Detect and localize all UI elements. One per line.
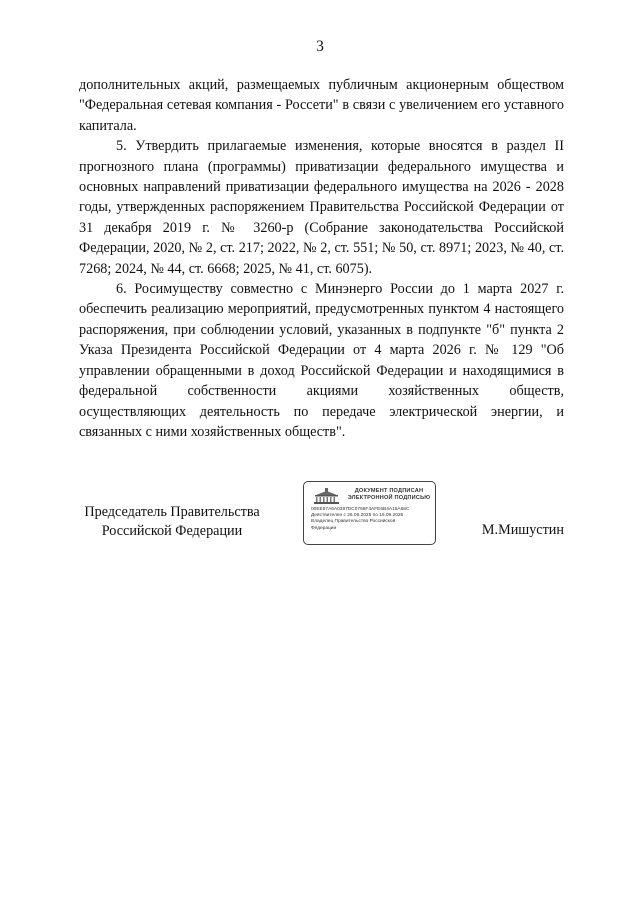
- stamp-details: [311, 507, 435, 532]
- signer-title: [66, 503, 278, 541]
- electronic-signature-stamp: [303, 481, 436, 545]
- page-number: 3: [316, 38, 324, 55]
- paragraph-item-6: 6. Росимуществу совместно с Минэнерго России до 1 марта 2027 г. обеспечить реализацию мероприятий, предусмотренных пунктом 4 настоящего распоряжения, при соблюдении условий, указанных в подпункте "б" пункта 2 Указа Президента Российской Федерации от 4 марта 2026 г. № 129 "Об управлении обращенными в доход Российской Федерации и находящимися в федеральной собственности акциями хозяйственных обществ, осуществляющих деятельность по передаче электрической энергии, и связанных с ними хозяйственных обществ".: [79, 281, 564, 440]
- government-building-emblem-icon: [312, 487, 342, 505]
- stamp-issuer-line-1: Владелец Правительство Российской: [311, 519, 396, 525]
- stamp-title-line-2: ЭЛЕКТРОННОЙ ПОДПИСЬЮ: [347, 495, 431, 501]
- stamp-title-line-1: ДОКУМЕНТ ПОДПИСАН: [354, 488, 424, 494]
- paragraph-continuation: дополнительных акций, размещаемых публичным акционерным обществом "Федеральная сетевая компания - Россети" в связи с увеличением его уставного капитала.: [79, 77, 564, 134]
- signer-title-line-2: Российской Федерации: [101, 523, 243, 539]
- signer-title-line-1: Председатель Правительства: [84, 504, 260, 520]
- stamp-validity: Действителен с 26.06.2025 по 19.09.2026: [311, 513, 404, 519]
- stamp-title: [344, 488, 434, 502]
- signer-name: М.Мишустин: [481, 522, 564, 538]
- stamp-issuer-line-2: Федерации: [311, 525, 337, 531]
- paragraph-item-5: 5. Утвердить прилагаемые изменения, которые вносятся в раздел II прогнозного плана (программы) приватизации федерального имущества и основных направлений приватизации федерального имущества на 2026 - 2028 годы, утвержденных распоряжением Правительства Российской Федерации от 31 декабря 2019 г. № 3260-р (Собрание законодательства Российской Федерации, 2020, № 2, ст. 217; 2022, № 2, ст. 551; № 50, ст. 8971; 2023, № 40, ст. 7268; 2024, № 44, ст. 6668; 2025, № 41, ст. 6075).: [79, 138, 564, 277]
- stamp-certificate: 00EE57A6A0397DC0766F4AFE6B4A15A68C: [311, 507, 410, 512]
- document-body: [79, 75, 564, 442]
